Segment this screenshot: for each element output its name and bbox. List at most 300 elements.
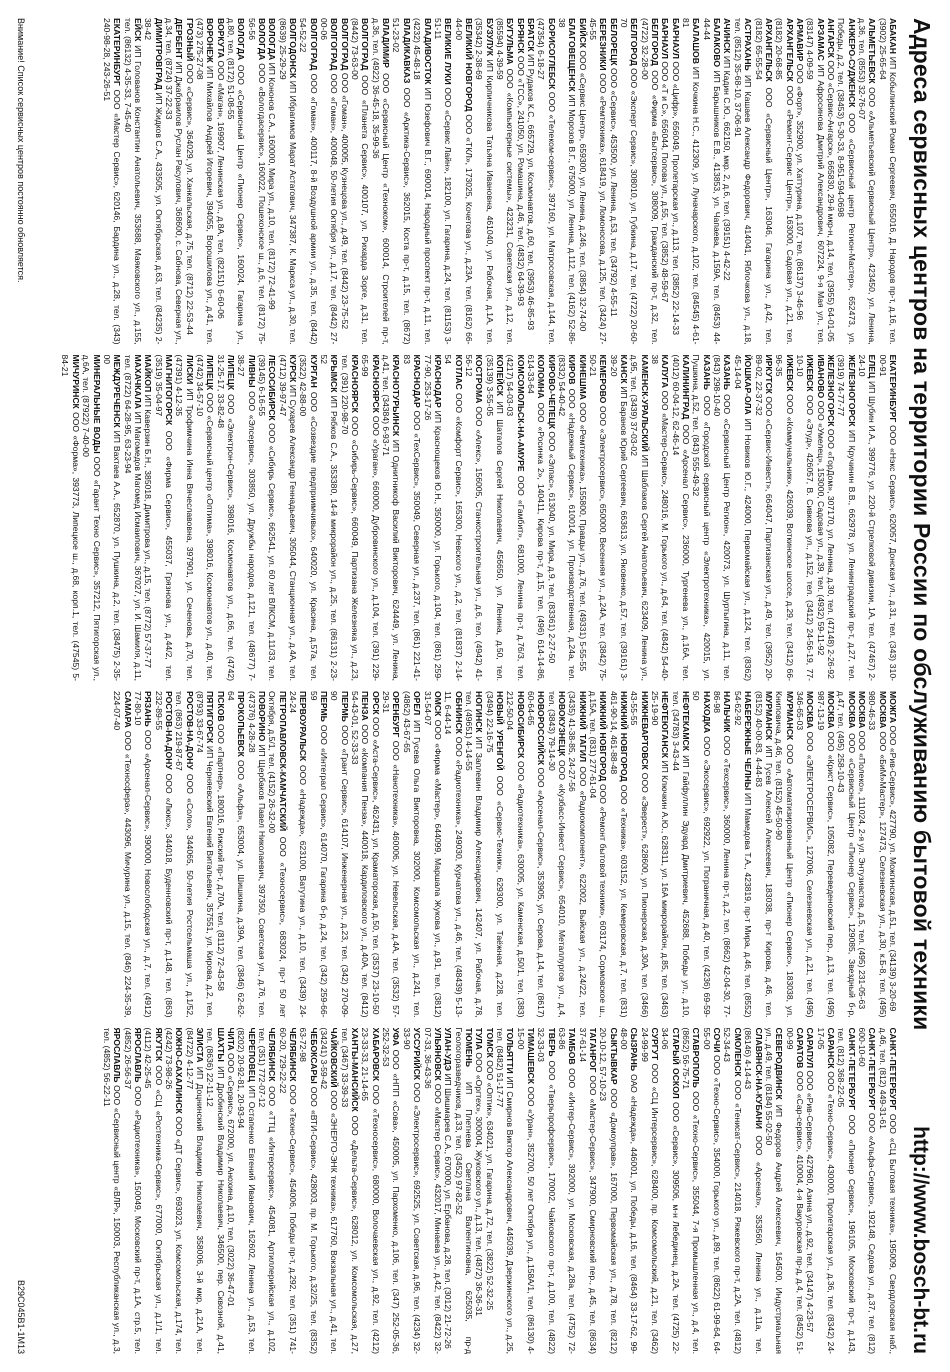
service-center-details: ООО «Радиотехника», 630005, ул. Каменская, д.50/1, тел. (383) 212-50-04 xyxy=(505,691,526,1018)
service-center-details: ИП Кочкина Н.С., 412309, ул. Луначарского, д.102, тел. (84545) 4-61-81 xyxy=(681,18,702,345)
service-center-details: ИП Жидков С.А., 433505, ул. Октябрьская, д.63, тел. (84235) 2-38-42 xyxy=(143,18,164,345)
city-name: МУРМАНСК xyxy=(763,691,774,741)
city-name: БАЛАКОВО xyxy=(712,18,723,68)
service-center-entry xyxy=(339,18,349,345)
service-center-details: ИП Новиков Ю.Г., 424000, Первомайская ул., д.124, тел. (8362) 45-14-04 xyxy=(732,354,754,681)
service-center-entry xyxy=(795,18,805,345)
city-name: НОГИНСК xyxy=(474,691,485,733)
update-notice: Внимание! Список сервисных центров постоянно обновляется. xyxy=(16,18,26,283)
city-name: РЯЗАНЬ xyxy=(143,691,154,727)
city-name: КЕМЕРОВО xyxy=(598,354,609,404)
service-center-details: ООО «Сервис», 364029, ул. Ханкальская, д.75, тел. (8712) 22-53-44 xyxy=(184,63,195,335)
service-center-details: ИП Смирнов Виктор Александрович, 445039, Дзержинского ул., д.25, тел. (8482) 51-17-77 xyxy=(494,1027,516,1354)
service-center-details: ООО «Надежный Сервис», 610014, ул. Производственная, д.24а, тел. (8332) 54-40-42 xyxy=(557,354,578,681)
city-name: ЖЕЛЕЗНОГОРСК xyxy=(825,354,836,427)
service-center-details: ООО «Сервис-Инвест», 664047, Партизанская ул., д.49, тел. (3952) 20-89-02, 22-37-32 xyxy=(753,354,774,681)
city-name: СЛАВЯНСК-НА-КУБАНИ xyxy=(753,1027,764,1129)
city-name: ЛЕСОСИБИРСК xyxy=(267,354,278,421)
city-name: ЮЖНО-САХАЛИНСК xyxy=(174,1027,185,1114)
service-center-details: ООО «Компания Пенза», 440018, Кардиловского ул., д.40А, тел. (8412) 54-43-01, 52-33-33 xyxy=(350,691,371,1018)
city-name: НЕФТЕЮГАНСК xyxy=(660,691,671,758)
city-name: КРАСНОЯРСК xyxy=(370,354,381,413)
city-name: ДЕРБЕНТ xyxy=(174,18,185,59)
service-center-entry xyxy=(753,355,774,682)
city-name: ВЛАДИВОСТОК xyxy=(422,18,433,85)
service-center-details: ООО «Ремтехника», 618419, ул. Ломоносова, д.125, тел. (3424) 27-45-55 xyxy=(588,18,609,345)
city-name: ТВЕРЬ xyxy=(546,1027,557,1057)
city-name: БРАТСК xyxy=(525,18,536,52)
city-name: АЛЬМЕТЬЕВСК xyxy=(867,18,878,84)
service-center-entry xyxy=(722,1028,743,1355)
city-name: ЛИВНЫ xyxy=(246,354,257,388)
service-center-entry xyxy=(215,355,236,682)
service-center-entry xyxy=(639,1028,660,1355)
service-center-entry xyxy=(774,18,795,345)
service-center-entry xyxy=(308,691,329,1018)
service-center-details: ООО «Техно-Сервис», 430000, Пролетарская ул., д.36, тел. (8342) 24-17-05 xyxy=(815,1027,836,1354)
service-center-details: ООО «Полеко», 111024, 2-я ул. Энтузиастов, д.5, тел. (495) 231-05-63 xyxy=(856,730,867,1010)
service-center-entry xyxy=(877,355,898,682)
service-center-entry xyxy=(888,691,898,1018)
service-center-details: ООО «Грант Сервис», 614107, Инженерная ул., д.23, тел. (342) 270-09-90 xyxy=(329,691,350,1018)
service-center-entry xyxy=(815,1028,836,1355)
city-name: ЖЕЛЕЗНОГОРСК xyxy=(846,354,857,427)
service-center-entry xyxy=(422,691,443,1018)
service-center-details: ИП Заплевин Владимир Александрович, 142407, ул. Рабочая, д.78, тел. (49651) 4-14-55 xyxy=(463,691,485,1018)
service-center-details: ООО «Сервисный Центр», 163046, Гагарина ул., д.42, тел. (8182) 65-55-54 xyxy=(753,18,774,345)
service-center-entry xyxy=(236,1028,257,1355)
city-name: НИЖНИЙ НОВГОРОД xyxy=(619,691,630,782)
service-center-details: ООО «Электрон-Сервис», 398016, Космонавтов ул., д.66, тел. (4742) 31-25-17, 33-82-48 xyxy=(215,354,236,681)
city-name: МОСКВА xyxy=(856,691,867,729)
service-center-entry xyxy=(795,691,816,1018)
service-center-entry xyxy=(153,691,174,1018)
city-name: БЕЛОРЕЦК xyxy=(608,18,619,66)
service-center-details: ИП Рябков С.А., 353380, 14-й микрорайон ул., д.25, тел. (86131) 2-23-52 xyxy=(319,354,340,681)
service-center-details: ООО «Мастер-Сервис», 347900, Смирновский пер., д.45, тел. (8634) 37-61-14 xyxy=(577,1027,599,1354)
city-name: КИРОВ xyxy=(567,354,578,385)
service-center-entry xyxy=(722,18,732,345)
document-header xyxy=(908,18,942,1354)
service-center-details: ООО «Арсенал-Сервис», 390000, Новослободская ул., д.7, тел. (4912) 77-80-10 xyxy=(132,691,154,1018)
service-center-details: ООО «Радиотехника», 249030, Курчатова ул., д.46, тел. (48439) 5-13-11, 6-44-14 xyxy=(443,691,464,1018)
service-center-entry xyxy=(474,18,495,345)
service-center-details: ООО «Партнер», 180016, Рижский пр-т, д.70А, тел. (8112) 72-43-58 xyxy=(215,723,226,991)
service-center-entry xyxy=(319,18,340,345)
service-center-entry xyxy=(143,18,164,345)
service-center-entry xyxy=(877,18,898,345)
service-center-details: ООО «Рив-Сервис», 427960, Азина ул., д.92, тел. (34147) 4-23-57 xyxy=(805,1070,816,1333)
service-center-entry xyxy=(701,18,722,345)
service-center-entry xyxy=(660,1028,681,1355)
city-name: НОВОКУЗНЕЦК xyxy=(557,691,567,757)
service-center-details: ИП Шубин И.А., 399776, ул. 220-й Стрелковой дивизии, 1А, тел. (47467) 2-24-10 xyxy=(856,354,878,681)
service-center-entry xyxy=(402,355,423,682)
service-center-details: ООО «ТТЦ «Интерсервис», 454081, Артиллерийская ул., д.102, тел. (351) 772-07-12 xyxy=(257,1027,278,1354)
service-center-entry xyxy=(60,355,81,682)
service-center-entry xyxy=(122,1028,143,1355)
service-center-entry xyxy=(112,691,133,1018)
service-center-entry xyxy=(195,691,216,1018)
service-center-entry xyxy=(877,1028,898,1355)
service-center-entry xyxy=(319,1028,340,1355)
city-name: НАБЕРЕЖНЫЕ ЧЕЛНЫ xyxy=(743,691,754,791)
city-name: ТУЛА xyxy=(474,1027,485,1051)
city-name: БУГУЛЬМА xyxy=(505,18,516,65)
city-name: БУЗУЛУК xyxy=(484,18,495,57)
service-center-entry xyxy=(639,18,660,345)
city-name: ДИМИТРОВГРАД xyxy=(153,18,164,90)
service-center-entry xyxy=(102,1028,123,1355)
service-center-details: ООО «Т и С», 656044, Попова ул., д.55, тел. (3852) 48-59-67 xyxy=(660,61,671,303)
service-center-details: ООО «Сервис Центр», 659300, ул. Ленина, д.246, тел. (3854) 32-74-00 xyxy=(577,50,588,332)
service-center-details: ООО «Дельта-Сервис», 628012, ул. Комсомольская, д.27, тел. (3467) 33-39-33 xyxy=(339,1027,361,1354)
city-name: ПОВОРИНО xyxy=(257,691,268,742)
city-name: СТАВРОПОЛЬ xyxy=(691,1027,702,1088)
service-center-details: ООО «Сервис-Ангарск», 665830, 29-й мкр-н, д.14, тел. (3955) 64-01-05 xyxy=(825,60,836,342)
service-center-details: ООО «Цифр», 656049, Пролетарская ул., д.113, тел. (3852) 22-14-33 xyxy=(670,61,681,335)
service-center-details: ООО «Крист Сервис», 105082, Переведеновский пер., д.13, тел. (495) 987-13-19 xyxy=(815,691,836,1018)
service-center-entry xyxy=(184,1028,205,1355)
service-center-entry xyxy=(753,18,774,345)
service-center-entry xyxy=(226,691,247,1018)
city-name: ЯРОСЛАВЛЬ xyxy=(112,1027,123,1083)
service-center-entry xyxy=(608,691,629,1018)
service-center-details: ООО «Надежда», 623100, Ватутина ул., д.10, тел. (3439) 24-24-24 xyxy=(288,691,309,1018)
service-center-details: ООО «Планета Сервис», 400107, ул. Рихарда Зорге, д.31, тел. (8442) 73-63-00 xyxy=(350,18,371,345)
service-center-entry xyxy=(474,1028,484,1355)
city-name: ЧИТА xyxy=(226,1027,236,1051)
city-name: УФА xyxy=(391,1027,402,1046)
service-center-entry xyxy=(526,691,547,1018)
service-center-details: ООО «Сервисный центр «ВЛР», 150003, Республиканская ул., д.3, тел. (4852) 56-22-11 xyxy=(101,1027,123,1354)
service-center-entry xyxy=(464,691,485,1018)
service-center-entry xyxy=(588,355,609,682)
city-name: ВОЛОГДА xyxy=(267,18,278,61)
service-center-entry xyxy=(370,18,391,345)
city-name: САРАПУЛ xyxy=(805,1027,816,1068)
city-name: ЛИСКИ xyxy=(184,354,195,385)
service-center-details: ООО «Телеком-сервис», 397160, ул. Матросовская, д.144, тел. (47354) 6-18-27 xyxy=(536,18,557,345)
city-name: ВОЛГОДОНСК xyxy=(288,18,299,79)
service-center-entry xyxy=(619,1028,640,1355)
service-center-details: ООО «Арсенал», 353560, Ленина ул., д.11а, тел. (86146) 4-14-43 xyxy=(743,1027,764,1354)
service-center-details: ИП Дробинский Владимир Николаевич, 346500, пер. Сквозной, д.41, тел. (8636) 22-11-12 xyxy=(205,1027,226,1354)
service-center-details: ИП Магомедов Магомед Исмаилович, 367027, ул. И. Шамиля, д.11, тел. (8722) 64-28-95, 63-23-94 xyxy=(122,354,143,681)
service-center-entry xyxy=(764,1028,785,1355)
service-center-entry xyxy=(701,1028,722,1355)
service-center-details: ООО «Сервисный Центр «Пионер Сервис», 160024, Гагарина ул., д.80, тел. (8172) 51-08-55 xyxy=(226,18,247,345)
city-name: КИРОВО-ЧЕПЕЦК xyxy=(546,354,557,429)
service-center-details: ООО «Тенисат-Сервис», 214018, Ряжевского пр-т, д.2А, тел. (4812) 52-34-43 xyxy=(722,1027,743,1354)
service-center-entry xyxy=(339,1028,360,1355)
service-center-entry xyxy=(629,355,650,682)
service-center-details: ООО «Ремтехника», 155800, Правды ул., д.76, тел. (49331) 5-55-55 xyxy=(577,402,588,672)
service-center-entry xyxy=(836,355,857,682)
service-center-details: ООО «Автоматизированный Центр «Пионер Сервис», 183038, ул. Книповича, д.46, тел. (8152) 45-50-90 xyxy=(774,691,795,1018)
service-center-entry xyxy=(795,355,816,682)
service-center-entry xyxy=(670,355,691,682)
service-center-details: ООО «Городской сервисный центр «Электротехника», 420015, ул. Пушкина, д.52, тел. (843) 555-49-32 xyxy=(691,354,712,681)
service-center-details: ООО «Мастер-Сервис», 248016, М. Горького ул., д.64, тел. (4842) 54-40-38 xyxy=(650,354,671,681)
service-center-details: ИП Шаталов Сергей Николаевич, 456650, ул. Ленина, д.50, тел. (35139) 3-55-05 xyxy=(484,354,505,681)
city-name: АЧИНСК xyxy=(722,18,733,54)
service-center-entry xyxy=(505,355,526,682)
service-center-entry xyxy=(381,355,402,682)
service-center-entry xyxy=(288,691,309,1018)
city-name: МАГНИТОГОРСК xyxy=(163,354,174,426)
service-center-entry xyxy=(298,18,319,345)
city-name: ПСКОВ xyxy=(215,691,226,722)
service-center-details: ООО «Апекс», 156005, Станкостроительная ул., д.6, тел. (4942) 41-56-12 xyxy=(463,354,485,681)
city-name: МУРМАНСК xyxy=(784,691,795,741)
service-center-details: ИП Кононов С.А., 160000, Мира ул., д.10, тел. (8172) 72-41-99 xyxy=(267,62,278,310)
service-center-details: ООО «Фирма Сервис», 455037, Грязнова ул., д.44/2, тел. (3519) 35-04-97 xyxy=(153,354,174,681)
service-center-details: ООО «ЭЛЕКТРОСЕРВИС», 127006, Селезневская ул., д.21, тел. (495) 346-65-03 xyxy=(794,691,816,1018)
city-name: ТЮМЕНЬ xyxy=(463,1027,474,1067)
service-center-details: ООО «Интеграл Сервис», 614070, Гагарина б-р, д.24, тел. (342) 259-66-59 xyxy=(308,691,330,1018)
city-name: УЛЬЯНОВСК xyxy=(432,1027,443,1081)
service-center-entry xyxy=(650,691,671,1018)
service-center-details: ООО «Пионер Сервис», 196105, Московский пр-т, д.143, тел. (812) 368-22-05 xyxy=(836,1027,857,1354)
service-center-details: ООО «ЭНЕРГО-ЭНК техника», 617760, Вокзальная ул., д.41, тел. (34241) 3-59-42 xyxy=(319,1027,340,1354)
service-center-entry xyxy=(102,355,123,682)
city-name: ВОЛГОГРАД xyxy=(339,18,350,71)
service-center-details: ИП Шишмарев С.А., 670000, ул. Ербанова, д.28, тел. (3012) 21-72-26 xyxy=(443,1073,454,1349)
city-name: МОСКВА xyxy=(805,691,816,729)
service-center-entry xyxy=(164,18,185,345)
service-center-entry xyxy=(360,1028,381,1355)
service-center-entry xyxy=(102,18,123,345)
service-center-entry xyxy=(422,355,443,682)
service-center-details: ООО «Экосервис», 692922, ул. Пограничная, д.40, тел. (4236) 69-59-50 xyxy=(691,691,712,1018)
service-center-details: ООО «Альфа-Сервис», 192148, Седова ул., д.37, тел. (812) 600-10-60 xyxy=(856,1027,878,1354)
city-name: АСТРАХАНЬ xyxy=(743,18,754,71)
city-name: КУРГАН xyxy=(308,354,319,388)
city-name: ОРЕНБУРГ xyxy=(391,691,402,738)
service-center-entry xyxy=(774,355,795,682)
service-center-entry xyxy=(681,18,702,345)
service-center-details: ООО «Сибирь-Сервис», 660049, Партизана Железняка ул., д.23, тел. (391) 220-98-70 xyxy=(339,354,361,681)
city-name: БЛАГОВЕЩЕНСК xyxy=(567,18,578,92)
service-center-entry xyxy=(484,355,505,682)
city-name: СЫЗРАНЬ xyxy=(629,1027,640,1072)
service-center-details: ООО «Аста-Сервис», 462431, ул. Краматорская, д.50, тел. (3537) 23-10-50 xyxy=(370,717,381,1015)
service-center-details: ООО «Фирма «Мастер», 644099, Маршала Жукова ул., д.91, тел. (3812) 31-54-07 xyxy=(422,691,443,1018)
city-name: АНЖЕРО-СУДЖЕНСК xyxy=(846,18,857,108)
city-name: КАЗАНЬ xyxy=(701,354,712,390)
city-name: ПЕРМЬ xyxy=(339,691,350,722)
city-name: КИНЕШМА xyxy=(577,354,588,400)
city-name: КАМЕНСК-УРАЛЬСКИЙ xyxy=(639,354,650,452)
city-name: САРАТОВ xyxy=(794,1027,805,1069)
service-center-details: ИП Михайлов Андрей Игоревич, 394055, Ворошилова ул., д.41, тел. (473) 275-27-08 xyxy=(194,18,216,345)
service-center-details: ИП Трофимчина Инна Вячеславовна, 397901, ул. Сеченова, д.70, тел. (47391) 4-12-35 xyxy=(174,354,195,681)
service-center-entry xyxy=(681,1028,702,1355)
document-title: Адреса сервисных центров на территории России по обслуживанию бытовой техники xyxy=(909,18,935,1031)
service-center-entry xyxy=(350,691,371,1018)
city-name: ПЕРВОУРАЛЬСК xyxy=(298,691,309,762)
service-center-details: ООО «Сервисный Центр Регион», 420073, ул. Шуртыгина, д.11, тел. (843) 298-10-40 xyxy=(712,354,733,681)
city-name: БОРИСОГЛЕБСК xyxy=(546,18,557,90)
city-name: ЭЛИСТА xyxy=(194,1027,205,1063)
city-name: ОМСК xyxy=(432,691,443,717)
service-center-details: ООО «Маган», 169907, Ленинская ул., д.8А, тел. (82151) 6-60-06 xyxy=(215,60,226,319)
service-center-entry xyxy=(453,18,474,345)
service-center-entry xyxy=(608,18,618,345)
service-center-details: ИП Афросинова Дмитрий Александрович, 607224, 9-я Мая ул., тел. (83147) 4-09-59 xyxy=(805,18,826,345)
service-center-entry xyxy=(546,355,556,682)
city-name: АНГАРСК xyxy=(825,18,836,58)
city-name: НАЛЬЧИК xyxy=(722,691,733,733)
service-center-entry xyxy=(215,691,225,1018)
service-center-details: ООО «Альфа», 653004, ул. Шишкина, д.39А, тел. (3846) 62-62-64 xyxy=(226,691,247,1018)
service-center-details: ИП Каверзин Б.Н., 385018, Димитрова ул., д.15, тел. (8772) 57-37-77 xyxy=(143,394,154,668)
service-center-details: ООО «Фирма «Бытсервис», 308009, Гражданский пр-т, д.32, тел. (4722) 32-28-00 xyxy=(639,18,661,345)
city-name: БЕРЕЗНИКИ xyxy=(598,18,609,71)
city-name: САМАРА xyxy=(122,691,133,728)
service-center-details: ООО «Техносервис», 683024, пр-т 50 лет Октября, д.5/1, тел. (4152) 26-32-00 xyxy=(267,691,288,1018)
service-center-details: ООО «Гарант Техно Сервис», 357212, Пятигорская ул., д.6А, тел. (87922) 7-40-00 xyxy=(81,354,102,681)
city-name: УЛАН-УДЭ xyxy=(443,1027,454,1071)
service-center-details: ИП Краснощеков Ю.Н., 350000, ул. Горького, д.104, тел. (861) 259-77-90, 253-17-26 xyxy=(422,354,443,681)
service-center-entry xyxy=(381,1028,402,1355)
service-center-details: ООО «Сервисный центр Регион-Мастер», 652473, ул. Победы, д.2, тел. (38453) 5-30-33, 8-951-594-0698 xyxy=(836,18,857,345)
service-center-details: ООО «СЦ Интерсервис», 628400, пр. Комсомольский, д.21, тел. (3462) 24-99-99 xyxy=(639,1027,661,1354)
service-center-entry xyxy=(164,1028,185,1355)
service-center-details: ООО «Арктика-Сервис», 362015, Коста пр-т, д.15, тел. (8672) 51-23-02 xyxy=(391,18,412,345)
service-center-entry xyxy=(691,691,712,1018)
service-center-details: ООО «Гоман», 400048, 50-летия Октября ул., д.17, тел. (8442) 27-00-06 xyxy=(319,18,340,345)
service-center-details: ИП Кадин С.Ю., 662150, мкр. 2, д.6, тел. (39151) 4-42-22 xyxy=(722,55,733,281)
service-center-entry xyxy=(443,355,464,682)
city-name: РОСТОВ-НА-ДОНУ xyxy=(184,691,195,770)
city-name: КАЛУГА xyxy=(660,354,671,388)
city-name: ИЖЕВСК xyxy=(805,354,816,392)
website-url[interactable]: http://www.bosch-bt.ru xyxy=(909,1126,932,1354)
city-name: ВОРОНЕЖ xyxy=(205,18,216,63)
service-center-details: ИП Юзефович В.Г., 690014, Народный проспект пр-т, д.11, тел. (4232) 45-48-18 xyxy=(412,18,433,345)
city-name: ВОЛОГДА xyxy=(236,18,247,61)
service-center-details: ИП Рудаков К.С., 665729, ул. Космонавтов, д.60, тел. (3953) 46-85-93 xyxy=(525,54,536,331)
city-name: ЯКУТСК xyxy=(153,1027,164,1062)
service-center-entry xyxy=(526,18,536,345)
city-name: СЫКТЫВКАР xyxy=(608,1027,619,1085)
city-name: КУРСК xyxy=(288,354,299,383)
service-center-entry xyxy=(774,691,795,1018)
city-name: ИРКУТСК xyxy=(763,354,774,394)
city-name: ЕЙСК xyxy=(132,18,143,42)
service-center-details: ИП Баранов Юрий Сергеевич, 663613, ул. Яковенко, д.57, тел. (39161) 3-39-20 xyxy=(608,354,630,681)
service-center-details: ООО «Техно-Сервис», 454006, Победы пр-т, д.292, тел. (351) 741-60-20, 729-22-22 xyxy=(277,1027,299,1354)
city-name: КОМСОМОЛЬСК-НА-АМУРЕ xyxy=(515,354,526,472)
city-name: ПЕНЗА xyxy=(360,691,371,721)
service-center-entry xyxy=(267,691,288,1018)
service-center-entry xyxy=(205,1028,226,1355)
city-name: ИЖЕВСК xyxy=(784,354,795,392)
city-name: БАРНАУЛ xyxy=(660,18,671,59)
service-center-entry xyxy=(836,18,857,345)
city-name: МОСКВА xyxy=(877,691,888,729)
city-name: ТОЛЬЯТТИ xyxy=(505,1027,516,1074)
city-name: КРАСНОДАР xyxy=(432,354,443,408)
city-name: ЛИПЕЦК xyxy=(226,354,236,391)
service-center-details: ООО «ДТ Сервис», 693023, ул. Комсомольская, д.174, тел. (4242) 73-98-26 xyxy=(163,1027,185,1354)
service-center-entry xyxy=(515,1028,536,1355)
service-center-entry xyxy=(805,1028,815,1355)
service-center-entry xyxy=(536,18,557,345)
city-name: СТАРЫЙ ОСКОЛ xyxy=(670,1027,681,1099)
city-name: ТИМАШЕВСК xyxy=(525,1027,536,1084)
service-center-entry xyxy=(277,355,298,682)
service-center-entry xyxy=(526,355,547,682)
city-name: НОВОРОССИЙСК xyxy=(536,691,547,766)
service-center-entry xyxy=(236,355,257,682)
service-center-entry xyxy=(733,355,754,682)
service-center-details: ООО «СЦ «Ростехника-Сервис», 677000, Октябрьская ул., д.1/1, тел. (4112) 42-25-45 xyxy=(143,1027,164,1354)
service-center-details: ООО «Радиокомпонент», 622002, Выйская ул., д.24/22, тел. (3435) 41-38-85, 24-27-56 xyxy=(567,691,588,1018)
service-center-details: ООО «Вологдасервис», 160022, Пошехонское ш., д.6, тел. (8172) 75-56-56 xyxy=(246,18,268,345)
service-center-entry xyxy=(577,355,587,682)
service-center-details: ИП Голованов Константин Анатольевич, 353688, Маяковского ул., д.155, тел. (86132) 4-35-33, 7-45-40 xyxy=(122,18,143,345)
service-center-details: ИП Федоров Андрей Алексеевич, 164500, Индустриальная ул., д.49, тел. (8184) 55-02-50 xyxy=(763,1027,785,1354)
city-name: НИЖНЕВАРТОВСК xyxy=(639,691,650,770)
city-name: СЕВЕРОДВИНСК xyxy=(774,1027,785,1100)
service-center-entry xyxy=(443,1028,453,1355)
service-center-entry xyxy=(153,355,174,682)
service-center-details: ООО «Интер-Сервис», 392000, ул. Московская, д.28а, тел. (4752) 72-63-86 xyxy=(557,1027,578,1354)
service-center-details: ООО «Техника», 603152, ул. Кемеровская, д.7, тел. (831) 461-90-14, 461-88-48 xyxy=(608,691,630,1018)
service-center-details: ООО «Умелец», 153000, Садовая ул., д.39, тел. (4932) 59-11-92 xyxy=(815,400,826,656)
service-center-entry xyxy=(298,355,319,682)
city-name: МАЙКОП xyxy=(143,354,154,393)
city-name: ВЕЛИКИЙ НОВГОРОД xyxy=(463,18,474,112)
city-name: САНКТ-ПЕТЕРБУРГ xyxy=(867,1027,878,1111)
service-center-details: ООО «Арсенал-Сервис», 353905, ул. Серова, д.14, тел. (8617) 60-64-65 xyxy=(525,691,547,1018)
city-name: СМОЛЕНСК xyxy=(732,1027,743,1077)
service-center-details: ИП Кирпичникова Татьяна Ивановна, 461040, ул. Рабочая, д.1А, тел. (35342) 2-38-69 xyxy=(474,18,495,345)
service-center-entry xyxy=(826,18,836,345)
service-center-details: ООО «СЦ Бытовая техника», 195009, Свердловская наб., д.46, тел. (812) 449-31-61 xyxy=(877,1027,898,1354)
service-center-details: ООО «Сервис-Техник», 629300, ул. Таёжная, д.228, тел. (3494) 22-16-75 xyxy=(484,691,505,1018)
service-center-entry xyxy=(691,355,712,682)
service-center-details: ИП Морозов В.Г., 675000, ул. Ленина, д.112, тел. (4162) 52-86-38 xyxy=(557,18,578,345)
service-center-details: ООО «Гамбит», 681000, Ленина пр-т, д.76/3, тел. (4217) 54-03-03 xyxy=(505,354,526,681)
service-center-details: ООО «Люкс», 344018, Буденновский пр-т, д.148, тел. (863) 232-89-55 xyxy=(153,691,174,1018)
document-code: B29C045B1-1M13 xyxy=(16,1279,26,1354)
service-center-details: ИП Однитникоф Василий Викторович, 624449, ул. Ленина, д.41, тел. (34384) 6-93-71 xyxy=(381,354,402,681)
city-name: ЧЕЛЯБИНСК xyxy=(267,1027,278,1082)
service-center-entry xyxy=(515,18,525,345)
service-center-entry xyxy=(443,691,464,1018)
service-center-details: ООО «ТехСервис», 350049, Северная ул., д.237, тел. (861) 221-41-83 xyxy=(401,354,423,681)
service-center-details: ИП Кашаев Александр Федорович, 414041, Яблочкова ул., д.18, тел. (8512) 35-68-10, 37-06-91 xyxy=(732,18,754,345)
service-center-details: ИП Кручинин В.В., 662978, ул. Ленинградский пр-т, д.27, тел. (3919) 74-77-77 xyxy=(836,354,857,681)
service-center-entry xyxy=(329,691,350,1018)
service-center-details: ООО «БиМ»Мастер», 127473, Селезневская ул., д.30, к.Б-8, тел. (495) 980-46-33 xyxy=(867,691,888,1018)
city-name: ВОЛГОГРАД xyxy=(360,18,371,71)
city-name: БЕЛГОРОД xyxy=(650,18,661,66)
city-name: МОСКВА xyxy=(825,691,836,729)
city-name: ЧЕРЕПОВЕЦ xyxy=(246,1027,257,1082)
city-name: КРАСНОТУРЬИНСК xyxy=(391,354,402,437)
city-name: САНКТ-ПЕТЕРБУРГ xyxy=(846,1027,857,1111)
city-name: САРАНСК xyxy=(825,1027,836,1069)
service-center-entry xyxy=(422,1028,443,1355)
city-name: ШАХТЫ xyxy=(215,1027,226,1062)
city-name: МИНЕРАЛЬНЫЕ ВОДЫ xyxy=(91,354,102,454)
service-center-entry xyxy=(184,18,194,345)
